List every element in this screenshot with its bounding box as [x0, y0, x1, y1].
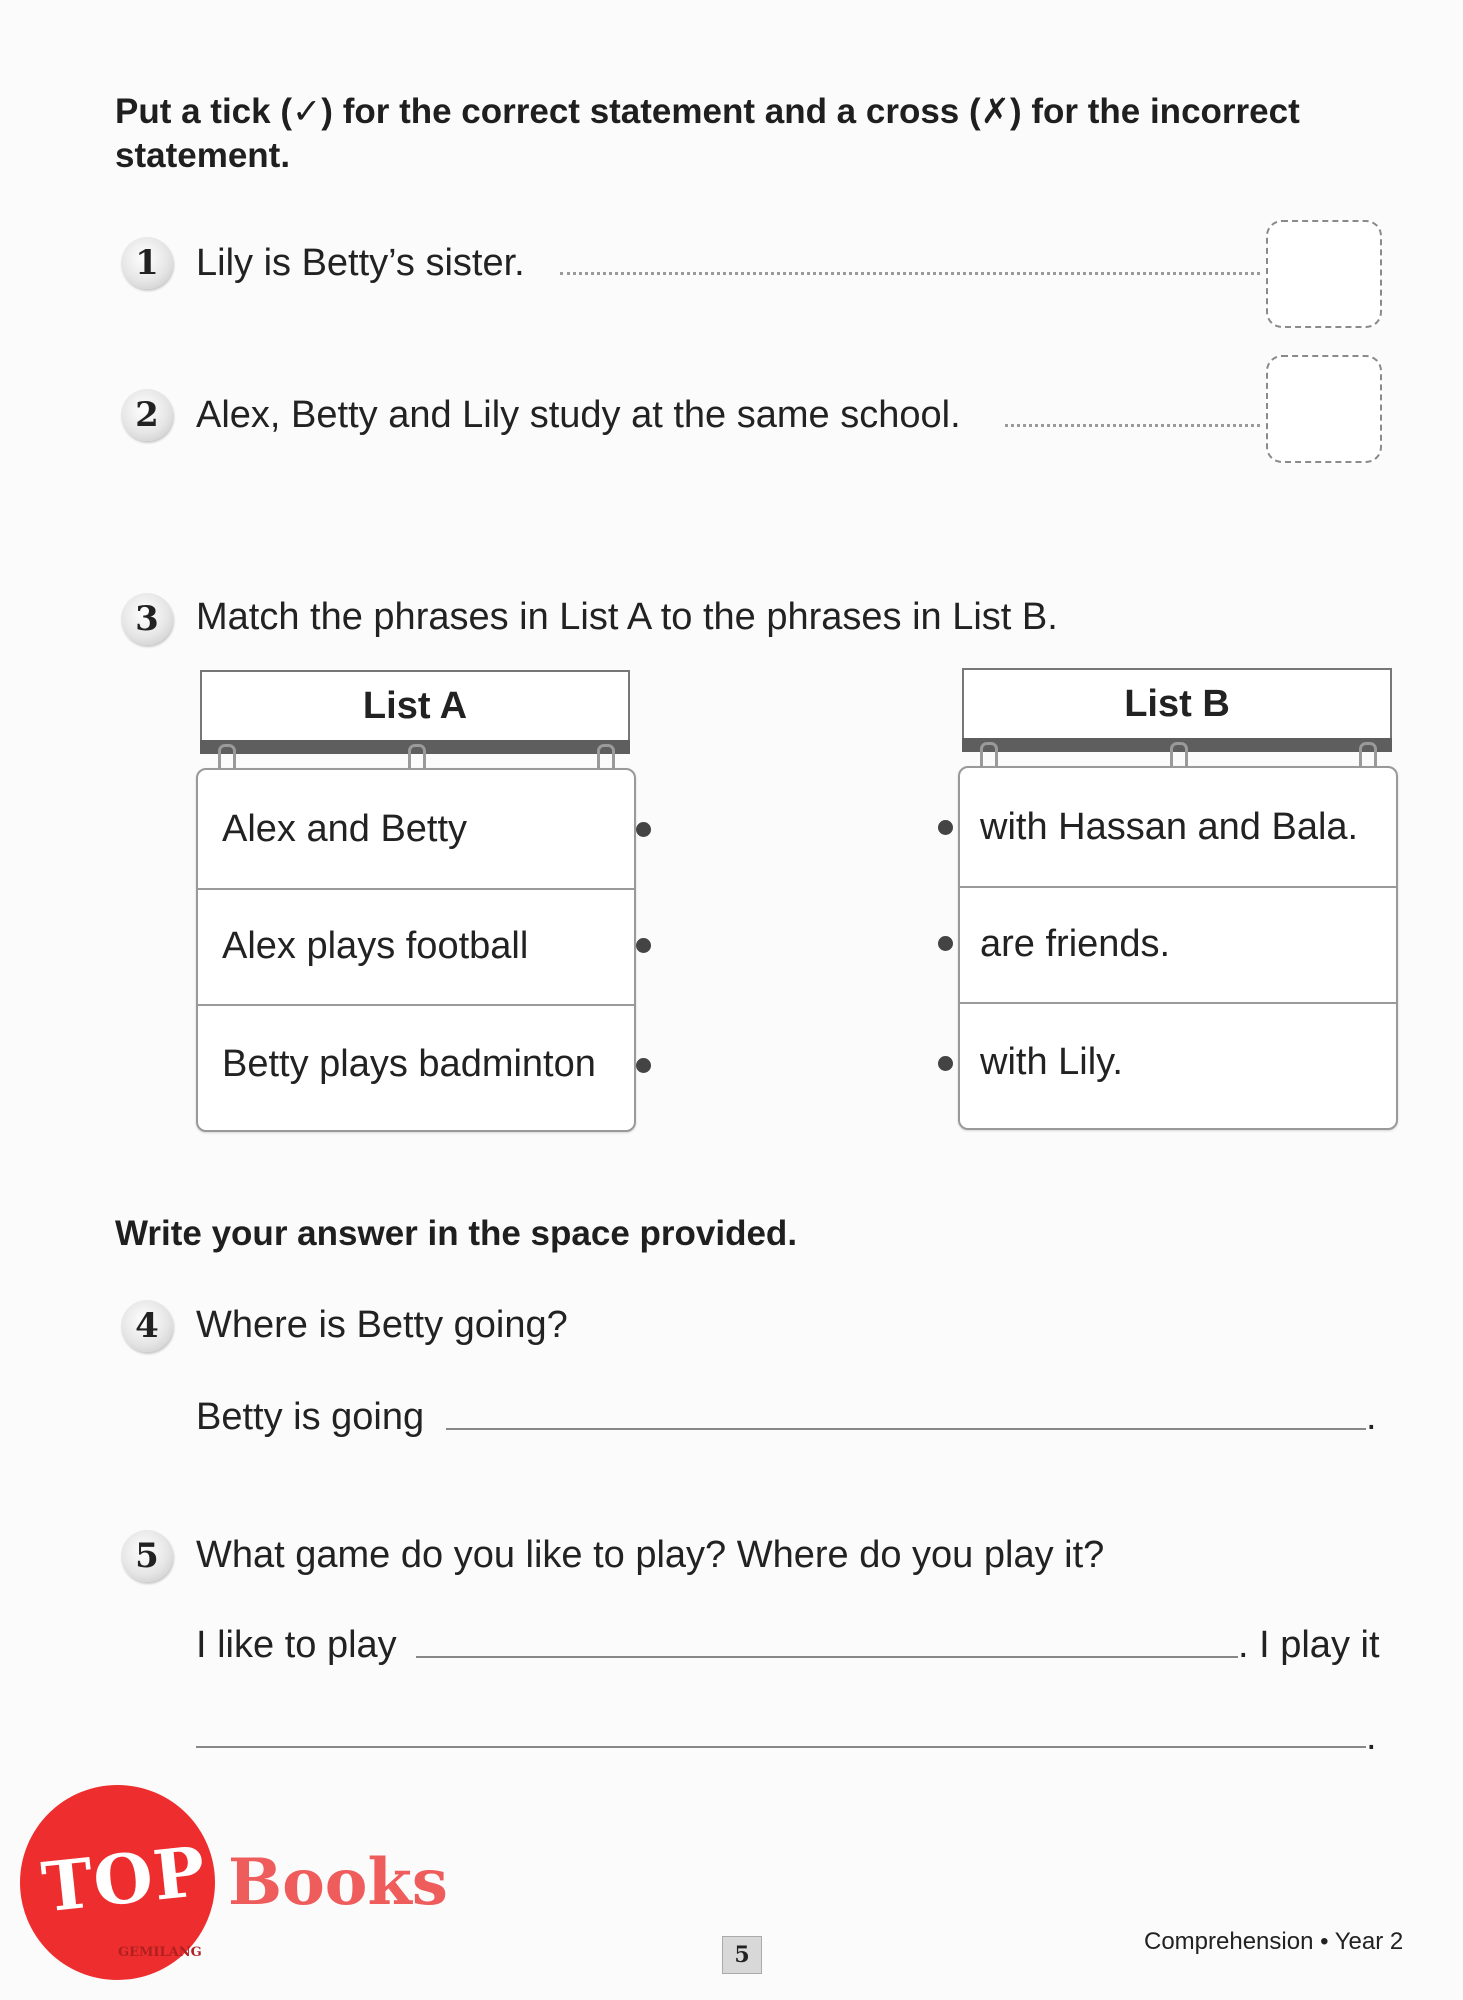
list-a-match-dot[interactable] [636, 938, 651, 953]
list-b-match-dot[interactable] [938, 820, 953, 835]
question-1-answer-box[interactable] [1266, 220, 1382, 328]
question-5-answer-middle: . I play it [1238, 1624, 1380, 1666]
question-number-4: 4 [121, 1300, 173, 1352]
question-5-answer-prefix: I like to play [196, 1624, 397, 1666]
list-b-item-text: with Lily. [980, 1040, 1123, 1083]
page-number: 5 [722, 1936, 762, 1974]
list-a-item [198, 770, 634, 890]
instruction-write-answer: Write your answer in the space provided. [115, 1214, 798, 1253]
list-a-item [198, 1004, 634, 1124]
list-b-item-text: are friends. [980, 922, 1171, 965]
question-2-dotted-leader [1005, 424, 1260, 427]
watermark-top-text: TOP [38, 1831, 210, 1929]
question-4-answer-suffix: . [1366, 1396, 1377, 1438]
question-4-text: Where is Betty going? [196, 1304, 568, 1346]
list-a-item [198, 888, 634, 1006]
question-5-answer-suffix: . [1366, 1716, 1377, 1758]
question-number-5: 5 [121, 1530, 173, 1582]
watermark-books-text: Books [228, 1845, 448, 1920]
list-b-match-dot[interactable] [938, 1056, 953, 1071]
list-b-item [960, 768, 1396, 888]
list-a-item-text: Betty plays badminton [222, 1042, 596, 1085]
list-b-item-text: with Hassan and Bala. [980, 805, 1359, 848]
question-5-answer-line-2[interactable] [196, 1746, 1366, 1748]
list-a-match-dot[interactable] [636, 1058, 651, 1073]
question-3-text: Match the phrases in List A to the phrases in List B. [196, 596, 1058, 638]
publisher-logo: GEMILANG [118, 1945, 202, 1960]
list-b-item [960, 886, 1396, 1004]
list-b-match-dot[interactable] [938, 936, 953, 951]
question-4-answer-prefix: Betty is going [196, 1396, 425, 1438]
list-a-header [200, 670, 630, 754]
list-a-match-dot[interactable] [636, 822, 651, 837]
series-footer: Comprehension • Year 2 [1144, 1928, 1404, 1955]
list-b-header [962, 668, 1392, 752]
list-b-box [958, 766, 1398, 1130]
instruction-tick-cross: Put a tick (✓) for the correct statement and a cross (✗) for the incorrect statement. [115, 92, 1300, 175]
question-number-1: 1 [121, 237, 173, 289]
list-a-item-text: Alex plays football [222, 924, 529, 967]
list-b-item [960, 1002, 1396, 1122]
question-1-dotted-leader [560, 272, 1260, 275]
question-1-text: Lily is Betty’s sister. [196, 242, 525, 284]
list-b-title: List B [962, 668, 1392, 738]
question-number-3: 3 [121, 593, 173, 645]
list-a-title: List A [200, 670, 630, 740]
question-4-answer-line[interactable] [446, 1428, 1366, 1430]
list-a-item-text: Alex and Betty [222, 807, 468, 850]
question-number-2: 2 [121, 389, 173, 441]
question-5-text: What game do you like to play? Where do you play it? [196, 1534, 1105, 1576]
list-a-box [196, 768, 636, 1132]
question-5-answer-line-1[interactable] [416, 1656, 1238, 1658]
question-2-answer-box[interactable] [1266, 355, 1382, 463]
question-2-text: Alex, Betty and Lily study at the same school. [196, 394, 961, 436]
